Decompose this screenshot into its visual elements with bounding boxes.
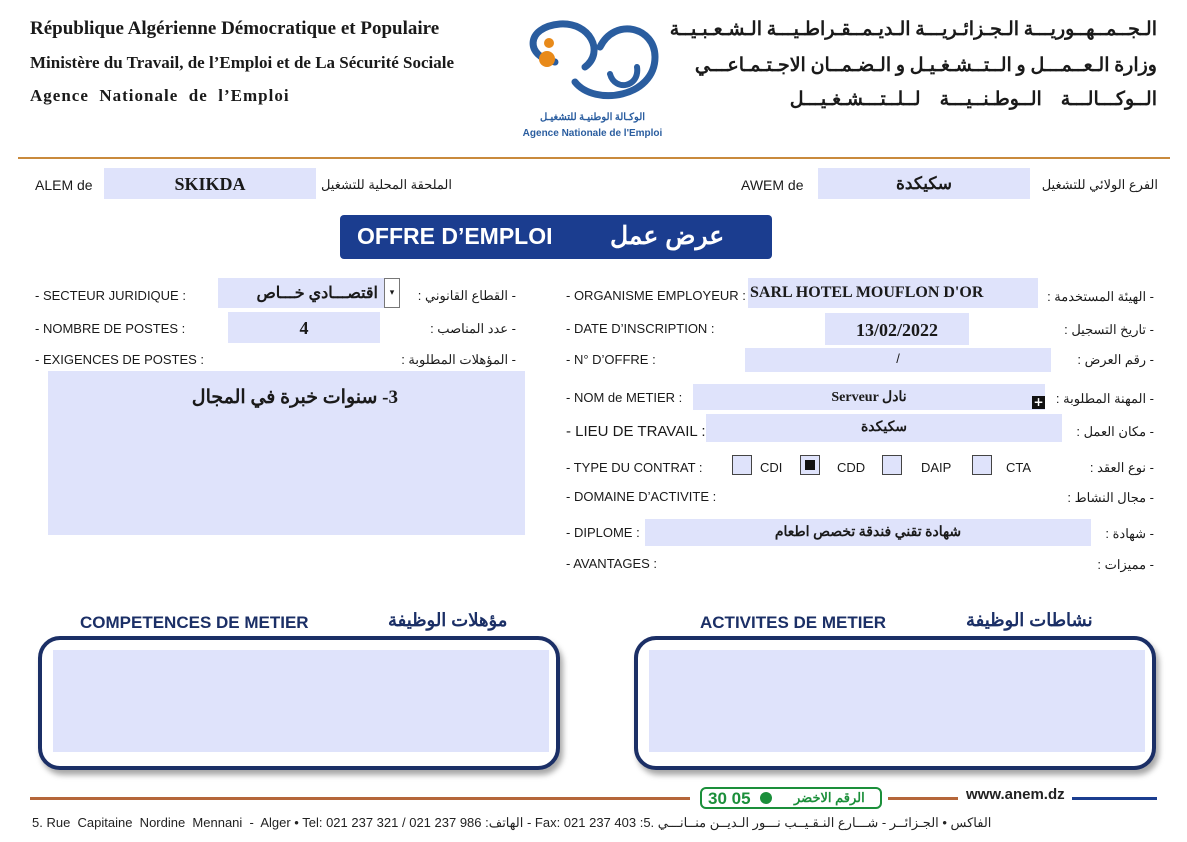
header-fr-line2: Ministère du Travail, de l’Emploi et de La Sécurité Sociale [30,53,455,72]
exigences-label-ar: - المؤهلات المطلوبة : [401,352,516,367]
green-number: 30 05 [708,789,751,808]
metier-value: Serveur نادل [831,390,907,405]
footer-line-mid [888,797,958,800]
header-ar-line2: وزارة الـعــمـــل و الــتــشـغـيـل و الـضـمــان الاجـتـمـاعـــي [694,55,1157,76]
domaine-label-ar: - مجال النشاط : [1067,490,1154,505]
header-divider [18,157,1170,159]
offre-number-label-ar: - رقم العرض : [1077,352,1154,367]
green-label: الرقم الاخضر [794,790,865,805]
competences-title-ar: مؤهلات الوظيفة [388,610,508,630]
postes-value: 4 [299,318,309,338]
diplome-label: - DIPLOME : [566,525,640,540]
awem-label-ar: الفرع الولائي للتشغيل [1041,177,1158,192]
secteur-value: اقتصـــادي خـــاص [256,285,378,302]
anem-logo [515,12,670,147]
offre-number-label: - N° D’OFFRE : [566,352,656,367]
contrat-cta-label: CTA [1006,460,1032,475]
green-number-box [700,787,882,809]
postes-label: - NOMBRE DE POSTES : [35,321,186,336]
checkbox-daip[interactable] [882,455,902,475]
checkbox-cdi[interactable] [732,455,752,475]
activites-title-fr: ACTIVITES DE METIER [700,613,887,632]
lieu-value: سكيكدة [860,420,908,435]
banner-title-ar: عرض عمل [610,222,725,250]
contrat-daip-label: DAIP [921,460,952,475]
lieu-label-ar: - مكان العمل : [1076,424,1154,439]
lieu-label: - LIEU DE TRAVAIL : [566,423,706,440]
checkbox-cta[interactable] [972,455,992,475]
footer-address: 5. Rue Capitaine Nordine Mennani - Alger • Tel: 021 237 321 / 021 237 986 :الهاتف - Fax: 021 237 403 :الفاكس • الجـزائــر - شـــارع النـقـيــب نـــور الـديــن منــانـــي .5 [32,815,992,830]
secteur-label: - SECTEUR JURIDIQUE : [35,288,186,303]
header-fr-line3: Agence Nationale de l’Emploi [30,86,290,105]
domaine-label: - DOMAINE D’ACTIVITE : [566,489,717,504]
activites-title-ar: نشاطات الوظيفة [966,610,1093,630]
date-label: - DATE D’INSCRIPTION : [566,321,715,336]
contrat-cdd-label: CDD [837,460,866,475]
footer-line-right [1072,797,1157,800]
checkbox-cdd[interactable] [800,455,820,475]
footer-line-left [30,797,690,800]
header-fr-line1: République Algérienne Démocratique et Populaire [30,18,440,39]
avantages-label: - AVANTAGES : [566,556,658,571]
offre-number-value: / [896,351,900,366]
logo-text-fr: Agence Nationale de l'Emploi [522,128,663,139]
offre-banner [340,215,772,259]
dropdown-arrow-icon[interactable]: ▾ [384,278,400,308]
metier-label-ar: - المهنة المطلوبة : [1055,391,1154,406]
diplome-value: شهادة تقني فندقة تخصص اطعام [774,525,962,540]
contrat-cdi-label: CDI [760,460,783,475]
header-ar-line1: الـجــمــهــوريـــة الـجـزائـريـــة الـديـمــقـراطـيـــة الـشـعـبـيــة [669,19,1157,40]
contrat-label-ar: - نوع العقد : [1089,460,1154,475]
contrat-label: - TYPE DU CONTRAT : [566,460,703,475]
date-value: 13/02/2022 [855,320,938,340]
anem-logo-icon [515,12,670,112]
phone-icon [760,792,772,804]
metier-label: - NOM de METIER : [566,390,683,405]
diplome-label-ar: - شهادة : [1105,526,1154,541]
competences-title-fr: COMPETENCES DE METIER [80,613,309,632]
alem-label-ar: الملحقة المحلية للتشغيل [320,177,452,192]
banner-title-fr: OFFRE D’EMPLOI [357,223,553,249]
organisme-label-ar: - الهيئة المستخدمة : [1047,289,1154,304]
alem-label: ALEM de [35,177,93,193]
avantages-label-ar: - مميزات : [1097,557,1154,572]
organisme-value: SARL HOTEL MOUFLON D'OR [750,284,984,301]
secteur-label-ar: - القطاع القانوني : [417,288,516,303]
awem-value: سكيكدة [896,174,952,193]
postes-label-ar: - عدد المناصب : [430,321,516,336]
activites-textarea[interactable] [649,650,1145,752]
alem-value: SKIKDA [174,174,246,194]
awem-label: AWEM de [741,177,804,193]
exigences-label: - EXIGENCES DE POSTES : [35,352,205,367]
expand-plus-icon[interactable]: + [1033,395,1044,409]
date-label-ar: - تاريخ التسجيل : [1064,322,1154,337]
organisme-label: - ORGANISME EMPLOYEUR : [566,288,746,303]
competences-textarea[interactable] [53,650,549,752]
logo-text-ar: الوكـالة الوطنيـة للتشغيـل [539,112,646,123]
exigences-value: 3- سنوات خبرة في المجال [191,387,398,408]
header-ar-line3: الــوكـــالـــة الــوطـنــيـــة لــلــتـــشـغـيـــل [789,89,1157,110]
website-link[interactable]: www.anem.dz [966,786,1065,803]
